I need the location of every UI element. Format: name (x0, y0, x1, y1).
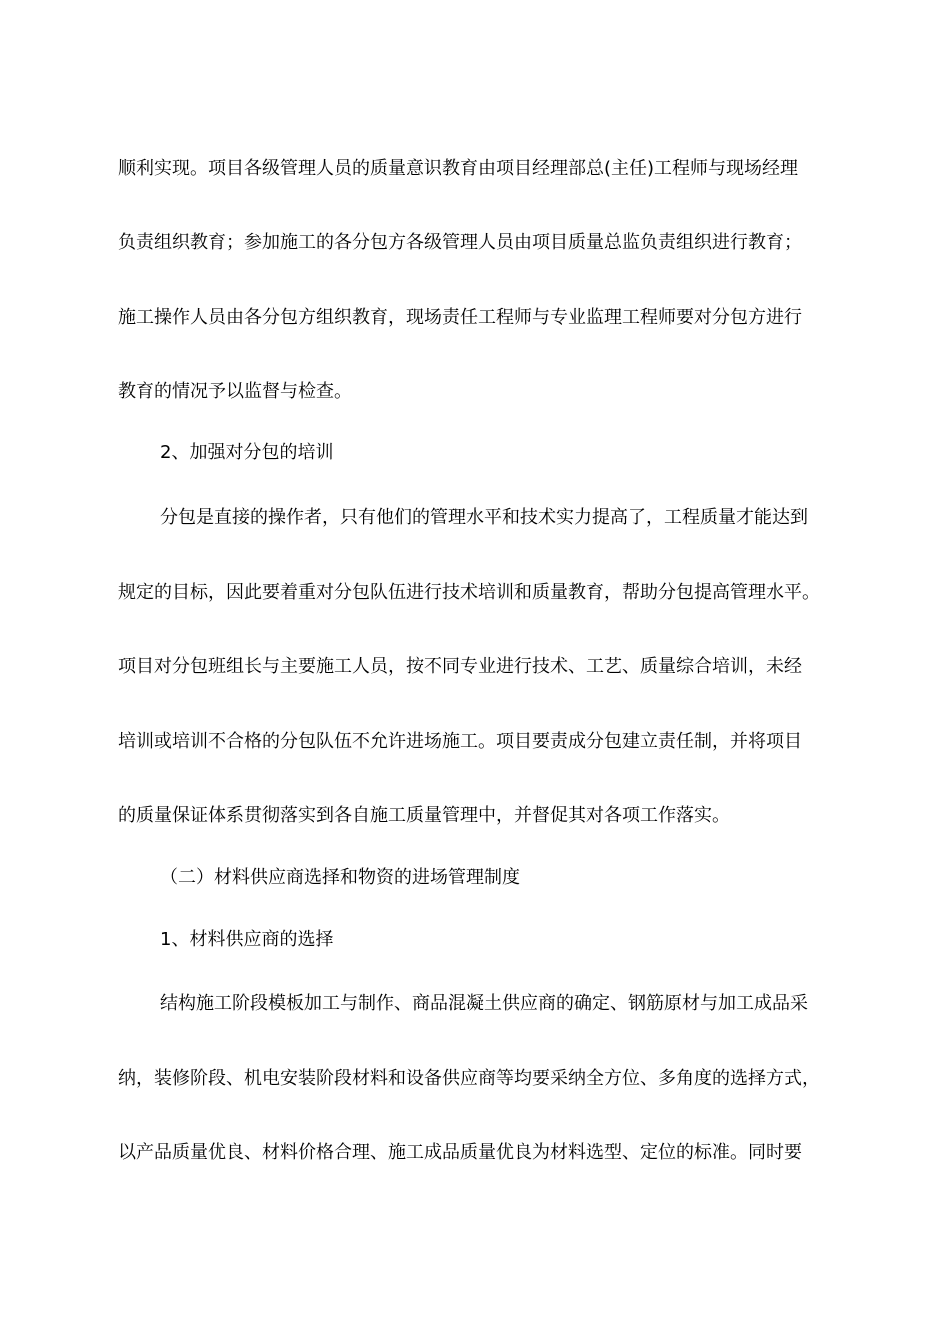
paragraph-line: 纳，装修阶段、机电安装阶段材料和设备供应商等均要采纳全方位、多角度的选择方式， (118, 1068, 820, 1089)
section-heading: 1、材料供应商的选择 (160, 929, 334, 950)
paragraph-line: 以产品质量优良、材料价格合理、施工成品质量优良为材料选型、定位的标准。同时要 (118, 1142, 802, 1163)
paragraph-line: 的质量保证体系贯彻落实到各自施工质量管理中，并督促其对各项工作落实。 (118, 805, 730, 826)
paragraph-line: 结构施工阶段模板加工与制作、商品混凝土供应商的确定、钢筋原材与加工成品采 (160, 993, 808, 1014)
paragraph-line: 项目对分包班组长与主要施工人员，按不同专业进行技术、工艺、质量综合培训，未经 (118, 656, 802, 677)
paragraph-line: 培训或培训不合格的分包队伍不允许进场施工。项目要责成分包建立责任制，并将项目 (118, 731, 802, 752)
paragraph-line: 规定的目标，因此要着重对分包队伍进行技术培训和质量教育，帮助分包提高管理水平。 (118, 582, 820, 603)
section-heading: 2、加强对分包的培训 (160, 442, 334, 463)
paragraph-line: 分包是直接的操作者，只有他们的管理水平和技术实力提高了，工程质量才能达到 (160, 507, 808, 528)
paragraph-line: 顺利实现。项目各级管理人员的质量意识教育由项目经理部总(主任)工程师与现场经理 (118, 158, 799, 179)
section-heading: （二）材料供应商选择和物资的进场管理制度 (160, 867, 520, 888)
paragraph-line: 施工操作人员由各分包方组织教育，现场责任工程师与专业监理工程师要对分包方进行 (118, 307, 802, 328)
paragraph-line: 负责组织教育；参加施工的各分包方各级管理人员由项目质量总监负责组织进行教育； (118, 232, 802, 253)
paragraph-line: 教育的情况予以监督与检查。 (118, 381, 352, 402)
